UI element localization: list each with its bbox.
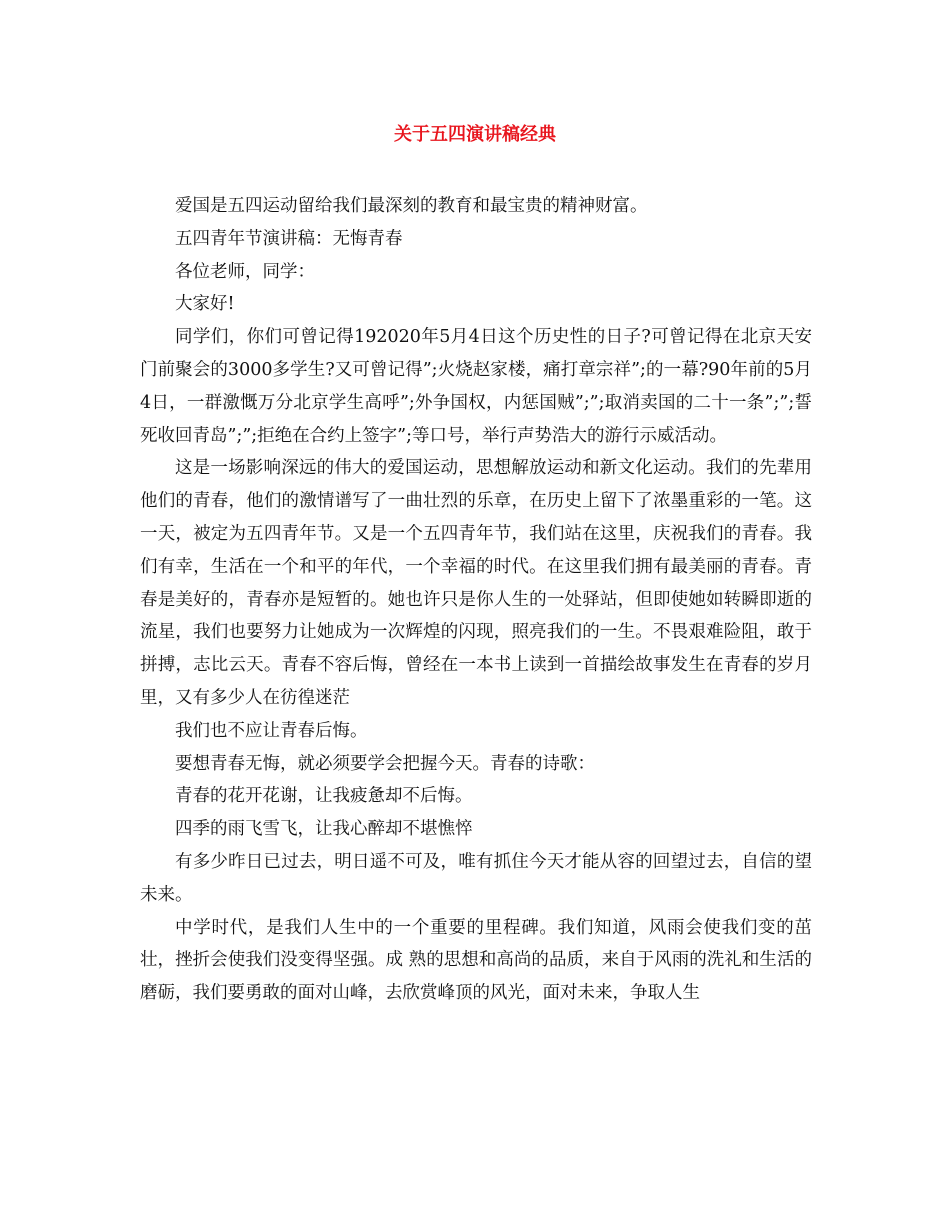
paragraph: 五四青年节演讲稿：无悔青春	[175, 228, 403, 249]
paragraph: 有多少昨日已过去，明日遥不可及，唯有抓住今天才能从容的回望过去，自信的望未来。	[140, 851, 812, 905]
paragraph: 大家好!	[175, 294, 235, 315]
paragraph: 青春的花开花谢，让我疲惫却不后悔。	[175, 786, 473, 807]
paragraph: 我们也不应让青春后悔。	[175, 720, 368, 741]
paragraph: 同学们，你们可曾记得192020年5月4日这个历史性的日子?可曾记得在北京天安门前聚会的3000多学生?又可曾记得”;火烧赵家楼，痛打章宗祥”;的一幕?90年前的5月4日，一群激慨万分北京学生高呼”;外争国权，内惩国贼”;”;取消卖国的二十一条”;”;誓死收回青岛”;”;拒绝在合约上签字”;等口号，举行声势浩大的游行示威活动。	[140, 327, 812, 446]
paragraph: 四季的雨飞雪飞，让我心醉却不堪憔悴	[175, 819, 473, 840]
paragraph: 爱国是五四运动留给我们最深刻的教育和最宝贵的精神财富。	[175, 196, 648, 216]
paragraph: 要想青春无悔，就必须要学会把握今天。青春的诗歌：	[175, 753, 595, 774]
paragraph: 各位老师，同学：	[175, 261, 315, 282]
paragraph: 中学时代，是我们人生中的一个重要的里程碑。我们知道，风雨会使我们变的茁壮，挫折会使我们没变得坚强。成 熟的思想和高尚的品质，来自于风雨的洗礼和生活的磨砺，我们要勇敢的面对山峰，去欣赏峰顶的风光，面对未来，争取人生	[140, 917, 812, 1004]
document-body	[140, 190, 812, 1010]
paragraph: 这是一场影响深远的伟大的爱国运动，思想解放运动和新文化运动。我们的先辈用他们的青春，他们的激情谱写了一曲壮烈的乐章，在历史上留下了浓墨重彩的一笔。这一天，被定为五四青年节。又是一个五四青年节，我们站在这里，庆祝我们的青春。我们有幸，生活在一个和平的年代，一个幸福的时代。在这里我们拥有最美丽的青春。青春是美好的，青春亦是短暂的。她也许只是你人生的一处驿站，但即使她如转瞬即逝的流星，我们也要努力让她成为一次辉煌的闪现，照亮我们的一生。不畏艰难险阻，敢于拼搏，志比云天。青春不容后悔，曾经在一本书上读到一首描绘故事发生在青春的岁月里，又有多少人在彷徨迷茫	[140, 458, 812, 708]
document-title: 关于五四演讲稿经典	[394, 124, 556, 145]
